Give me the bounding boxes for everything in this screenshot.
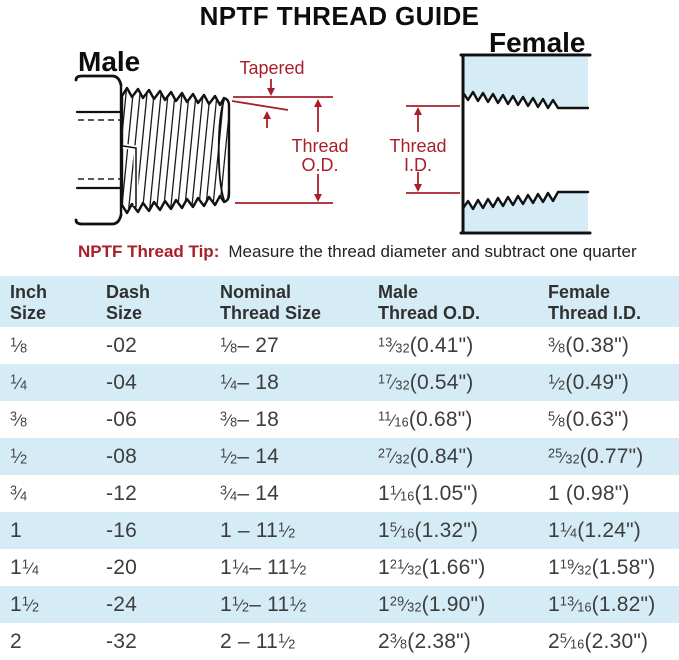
cell: -02 [106, 333, 137, 357]
cell: -04 [106, 370, 137, 394]
taper-reference-line [232, 101, 288, 110]
cell: $^1$⁄4 [10, 371, 28, 393]
cell: 1 $^1$⁄16 (1.05") [378, 481, 479, 505]
cell: $^{13}$⁄32 (0.41") [378, 333, 474, 357]
cell: $^3$⁄8 – 18 [220, 407, 280, 431]
cell: $^3$⁄4 – 14 [220, 481, 280, 505]
col-header-female-thread-id: Female Thread I.D. [548, 282, 642, 323]
hex-bottom-edge [76, 215, 121, 224]
male-fitting-drawing [76, 76, 239, 224]
cell: -32 [106, 629, 137, 653]
cell: 1 $^1$⁄4 – 11 $^1$⁄2 [220, 555, 307, 579]
female-label: Female [489, 27, 586, 58]
table-row [0, 549, 679, 586]
table-row [0, 623, 679, 660]
female-fitting-drawing [461, 55, 590, 233]
cell: 1 – 11 $^1$⁄2 [220, 518, 296, 542]
thread-tip-label: NPTF Thread Tip: [78, 242, 220, 261]
cell: $^1$⁄8 – 27 [220, 333, 280, 357]
cell: $^3$⁄8 (0.38") [548, 333, 630, 357]
cell: 2 [10, 629, 22, 653]
cell: $^{17}$⁄32 (0.54") [378, 370, 474, 394]
cell: $^3$⁄8 [10, 408, 28, 430]
page-title: NPTF THREAD GUIDE [199, 1, 480, 31]
cell: 1 (0.98") [548, 481, 630, 505]
thread-od-label-line1: Thread [291, 136, 349, 156]
cell: $^1$⁄2 – 14 [220, 444, 280, 468]
col-header-nominal-thread-size: Nominal Thread Size [220, 282, 322, 323]
table-row [0, 438, 679, 475]
cell: -06 [106, 407, 137, 431]
cell: 2 $^5$⁄16 (2.30") [548, 629, 649, 653]
table-body [0, 327, 679, 660]
arrow-down-icon [414, 184, 422, 192]
cell: -16 [106, 518, 137, 542]
thread-tip-text: Measure the thread diameter and subtract one quarter [228, 242, 637, 261]
table-row [0, 512, 679, 549]
cell: $^1$⁄2 [10, 445, 28, 467]
cell: 1 $^{19}$⁄32 (1.58") [548, 555, 656, 579]
cell: 1 $^1$⁄2 – 11 $^1$⁄2 [220, 592, 307, 616]
cell: 1 $^1$⁄4 [10, 555, 40, 579]
cell: 1 [10, 518, 22, 542]
arrow-down-icon [314, 194, 322, 202]
cell: -12 [106, 481, 137, 505]
cell: $^1$⁄8 [10, 334, 28, 356]
cell: $^3$⁄4 [10, 482, 28, 504]
cell: 1 $^1$⁄2 [10, 592, 40, 616]
cell: $^1$⁄4 – 18 [220, 370, 280, 394]
arrow-up-icon [263, 111, 271, 119]
cell: 1 $^{13}$⁄16 (1.82") [548, 592, 656, 616]
thread-diagram [0, 0, 679, 240]
thread-id-label-line1: Thread [389, 136, 447, 156]
cell: 1 $^5$⁄16 (1.32") [378, 518, 479, 542]
cell: 1 $^1$⁄4 (1.24") [548, 518, 641, 542]
arrow-down-icon [267, 88, 275, 96]
cell: 1 $^{29}$⁄32 (1.90") [378, 592, 486, 616]
cell: -08 [106, 444, 137, 468]
col-header-dash-size: Dash Size [106, 282, 151, 323]
table-row [0, 364, 679, 401]
col-header-male-thread-od: Male Thread O.D. [378, 282, 481, 323]
thread-od-label-line2: O.D. [301, 155, 339, 175]
arrow-up-icon [314, 99, 322, 107]
cell: $^1$⁄2 (0.49") [548, 370, 630, 394]
thread-size-table [0, 276, 679, 660]
cell: 1 $^{21}$⁄32 (1.66") [378, 555, 486, 579]
table-row [0, 401, 679, 438]
cell: $^{25}$⁄32 (0.77") [548, 444, 644, 468]
cell: 2 – 11 $^1$⁄2 [220, 629, 296, 653]
cell: -20 [106, 555, 137, 579]
cell: -24 [106, 592, 137, 616]
cell: $^{27}$⁄32 (0.84") [378, 444, 474, 468]
col-header-inch-size: Inch Size [10, 282, 48, 323]
table-row [0, 475, 679, 512]
cell: $^5$⁄8 (0.63") [548, 407, 630, 431]
arrow-up-icon [414, 107, 422, 115]
cell: 2 $^3$⁄8 (2.38") [378, 629, 471, 653]
thread-tip [78, 242, 637, 262]
table-row [0, 327, 679, 364]
cell: $^{11}$⁄16 (0.68") [378, 407, 473, 431]
table-row [0, 586, 679, 623]
table-header-row [0, 276, 679, 327]
hex-top-edge [76, 76, 121, 85]
thread-id-label-line2: I.D. [403, 155, 433, 175]
male-label: Male [78, 46, 141, 77]
tapered-label: Tapered [239, 58, 305, 78]
